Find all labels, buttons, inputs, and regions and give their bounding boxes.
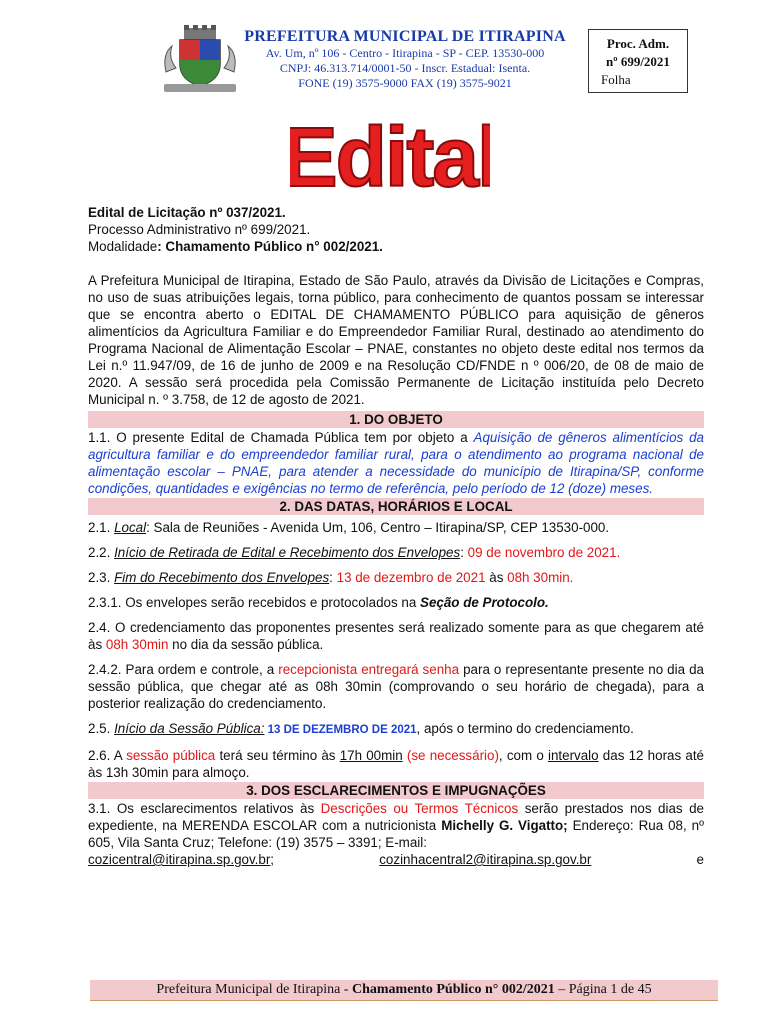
- item-2-6-c: , com o: [498, 748, 548, 763]
- item-2-4-b: no dia da sessão pública.: [168, 637, 324, 652]
- item-2-4-a: 2.4. O credenciamento das proponentes presentes será realizado somente para as que chegarem até às: [88, 620, 704, 652]
- item-2-3-1-bold: Seção de Protocolo.: [420, 595, 549, 610]
- email-link-2[interactable]: cozinhacentral2@itirapina.sp.gov.br: [379, 852, 592, 867]
- item-2-1-label: Local: [114, 520, 147, 535]
- item-2-6-red2: (se necessário): [402, 748, 499, 763]
- process-stamp-number: nº 699/2021: [606, 54, 670, 69]
- modalidade-label: Modalidade: [88, 239, 158, 254]
- item-2-1-text: : Sala de Reuniões - Avenida Um, 106, Centro – Itirapina/SP, CEP 13530-000.: [146, 520, 610, 535]
- section-heading-objeto: 1. DO OBJETO: [88, 411, 704, 428]
- letterhead-address: Av. Um, nº 106 - Centro - Itirapina - SP - CEP. 13530-000: [265, 46, 545, 60]
- letterhead-title: PREFEITURA MUNICIPAL DE ITIRAPINA: [244, 28, 566, 45]
- email-separator: ;: [270, 852, 275, 867]
- email-link-1[interactable]: cozicentral@itirapina.sp.gov.br: [88, 852, 271, 867]
- objeto-paragraph: [88, 429, 704, 497]
- item-2-2-date: 09 de novembro de 2021.: [467, 545, 621, 560]
- item-2-3-num: 2.3.: [88, 570, 115, 585]
- item-3-1-a: 3.1. Os esclarecimentos relativos às: [88, 801, 321, 816]
- item-3-1: [88, 800, 704, 851]
- item-3-1-bold: Michelly G. Vigatto;: [441, 818, 568, 833]
- item-2-1-num: 2.1.: [88, 520, 115, 535]
- letterhead: [240, 28, 570, 91]
- footer-left: Prefeitura Municipal de Itirapina -: [156, 982, 352, 997]
- item-2-2: [88, 544, 704, 561]
- municipal-coat-of-arms-icon: [158, 24, 242, 96]
- item-2-4: [88, 619, 704, 653]
- item-2-6-u2: intervalo: [547, 748, 599, 763]
- item-2-4-2-a: 2.4.2. Para ordem e controle, a: [88, 662, 279, 677]
- intro-paragraph: A Prefeitura Municipal de Itirapina, Estado de São Paulo, através da Divisão de Licitações e Compras, no uso de suas atribuições legais, torna público, para conhecimento de quantos possam se interessar que se encontra aberto o EDITAL DE CHAMAMENTO PÚBLICO para aquisição de gêneros alimentícios da Agricultura Familiar e do Empreendedor Familiar Rural, destinado ao atendimento do Programa Nacional de Alimentação Escolar – PNAE, constantes no objeto deste edital nos termos da Lei n.º 11.947/09, de 16 de junho de 2009 e na Resolução CD/FNDE n º 006/20, de 08 de maio de 2020. A sessão será procedida pela Comissão Permanente de Licitação instituída pelo Decreto Municipal n. º 3.758, de 12 de agosto de 2021.: [88, 273, 704, 407]
- item-2-6-u1: 17h 00min: [339, 748, 403, 763]
- footer-page: – Página 1 de 45: [554, 982, 652, 997]
- process-stamp-box: [588, 29, 688, 93]
- objeto-text: Aquisição de gêneros alimentícios da agricultura familiar e do empreendedor familiar rural, para o atendimento ao programa nacional de alimentação escolar – PNAE, para atender a necessidade do município de Itirapina/SP, conforme condições, quantidades e exigências no termo de referência, pelo período de 12 (doze) meses.: [88, 430, 704, 496]
- modalidade-line: [88, 238, 704, 255]
- item-2-3-1-text: 2.3.1. Os envelopes serão recebidos e protocolados na: [88, 595, 421, 610]
- section-heading-datas: 2. DAS DATAS, HORÁRIOS E LOCAL: [88, 498, 704, 515]
- item-2-3-sep: :: [329, 570, 337, 585]
- item-2-6-a: 2.6. A: [88, 748, 127, 763]
- modalidade-value: : Chamamento Público n° 002/2021.: [157, 239, 383, 254]
- item-2-3-date: 13 de dezembro de 2021: [336, 570, 486, 585]
- item-2-5-b: , após o termino do credenciamento.: [416, 721, 634, 736]
- email-line-end: e: [696, 852, 704, 867]
- item-2-3: [88, 569, 704, 586]
- page-footer: [90, 980, 718, 1001]
- item-2-3-mid: às: [485, 570, 508, 585]
- item-3-1-b: serão prestados nos dias de expediente, na MERENDA ESCOLAR com a nutricionista: [88, 801, 704, 833]
- letterhead-registration: CNPJ: 46.313.714/0001-50 - Inscr. Estadual: Isenta.: [279, 61, 531, 75]
- item-2-4-2: [88, 661, 704, 712]
- licitacao-number: Edital de Licitação nº 037/2021.: [88, 205, 286, 220]
- objeto-prefix: 1.1. O presente Edital de Chamada Pública tem por objeto a: [88, 430, 474, 445]
- edital-title-text: Edital: [290, 112, 490, 200]
- item-2-5-num: 2.5.: [88, 721, 115, 736]
- email-line: [88, 851, 704, 868]
- item-2-4-2-red: recepcionista entregará senha: [278, 662, 460, 677]
- item-2-2-label: Início de Retirada de Edital e Recebimento dos Envelopes: [114, 545, 461, 560]
- item-2-2-sep: :: [460, 545, 468, 560]
- item-2-6-b: terá seu término às: [215, 748, 340, 763]
- process-stamp-folha: Folha: [601, 72, 631, 87]
- item-2-4-time: 08h 30min: [105, 637, 169, 652]
- item-3-1-c: Endereço: Rua 08, nº 605, Vila Santa Cruz; Telefone: (19) 3575 – 3391; E-mail:: [88, 818, 705, 850]
- process-stamp-label: Proc. Adm.: [606, 36, 670, 51]
- item-2-4-2-b: para o representante presente no dia da sessão pública, que chegar até as 08h 30min (comprovando o seu horário de chegada), para a posterior realização do credenciamento.: [88, 662, 704, 711]
- edital-title-graphic: [290, 112, 490, 200]
- item-2-2-num: 2.2.: [88, 545, 115, 560]
- document-body: [88, 204, 704, 868]
- footer-bold: Chamamento Público n° 002/2021: [351, 982, 555, 997]
- item-2-3-1: [88, 594, 704, 611]
- item-2-5: [88, 720, 704, 739]
- item-2-6: [88, 747, 704, 781]
- item-2-3-time: 08h 30min.: [507, 570, 574, 585]
- item-3-1-red: Descrições ou Termos Técnicos: [320, 801, 519, 816]
- processo-number: Processo Administrativo nº 699/2021.: [88, 222, 311, 237]
- item-2-6-d: das 12 horas até às 13h 30min para almoço.: [88, 748, 704, 780]
- item-2-1: [88, 519, 704, 536]
- item-2-3-label: Fim do Recebimento dos Envelopes: [114, 570, 330, 585]
- letterhead-phone: FONE (19) 3575-9000 FAX (19) 3575-9021: [298, 76, 512, 90]
- section-heading-esclarecimentos: 3. DOS ESCLARECIMENTOS E IMPUGNAÇÕES: [88, 782, 704, 799]
- item-2-6-red1: sessão pública: [126, 748, 216, 763]
- item-2-5-label: Início da Sessão Pública:: [114, 721, 265, 736]
- item-2-5-date: 13 DE DEZEMBRO DE 2021: [264, 724, 417, 736]
